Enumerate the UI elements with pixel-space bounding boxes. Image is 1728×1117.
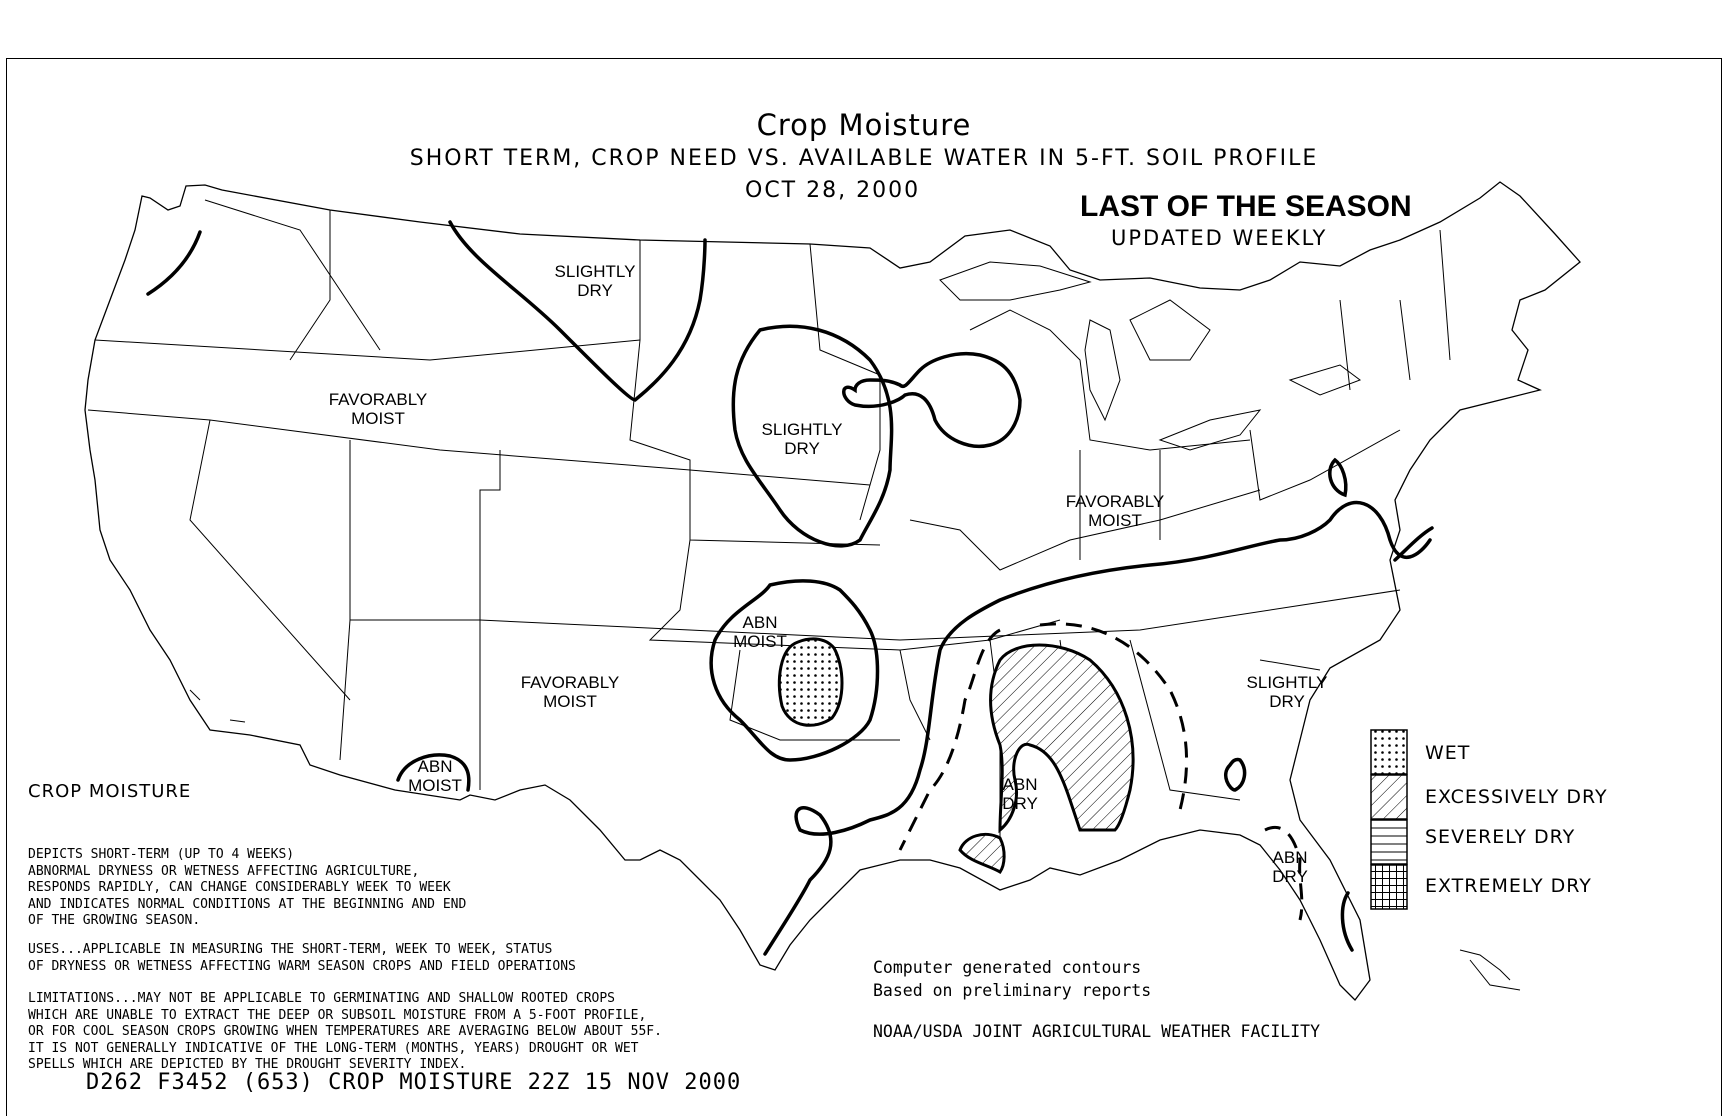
credits-reports: Based on preliminary reports [873,981,1152,1000]
map-title: Crop Moisture [756,108,972,142]
region-label-southwest: FAVORABLY MOIST [520,673,620,711]
update-note: UPDATED WEEKLY [1111,226,1328,250]
wet-area-oklahoma [779,639,842,725]
excessively-dry-area-louisiana [960,834,1004,872]
product-footer: D262 F3452 (653) CROP MOISTURE 22Z 15 NOV 2000 [86,1070,742,1095]
explanation-heading: CROP MOISTURE [28,781,192,802]
region-label-upper-midwest: SLIGHTLY DRY [761,420,843,458]
legend-label-wet: WET [1425,742,1471,764]
legend-label-excessively-dry: EXCESSIVELY DRY [1425,786,1608,808]
region-label-ohio-valley: FAVORABLY MOIST [1065,492,1165,530]
legend-swatch-wet [1371,730,1407,774]
legend [1371,730,1407,909]
region-label-northwest: FAVORABLY MOIST [328,390,428,428]
region-label-arizona: ABN MOIST [408,757,462,795]
explanation-limitations: LIMITATIONS...MAY NOT BE APPLICABLE TO GERMINATING AND SHALLOW ROOTED CROPS WHICH ARE UNABLE TO EXTRACT THE DEEP OR SUBSOIL MOISTURE FROM A 5-FOOT PROFILE, OR FOR COOL SEASON CROPS GROWING WHEN TEMPERATURES ARE AVERAGING BELOW ABOUT 55F. IT IS NOT GENERALLY INDICATIVE OF THE LONG-TERM (MONTHS, YEARS) DROUGHT OR WET SPELLS WHICH ARE DEPICTED BY THE DROUGHT SEVERITY INDEX. [28,991,662,1072]
region-label-florida: ABN DRY [1272,848,1308,886]
region-label-southern-plains: ABN MOIST [733,613,787,651]
map-date: OCT 28, 2000 [745,178,921,203]
great-lakes [940,262,1360,450]
legend-swatch-extremely-dry [1371,865,1407,909]
map-subtitle: SHORT TERM, CROP NEED VS. AVAILABLE WATER IN 5-FT. SOIL PROFILE [409,146,1319,171]
credits-agency: NOAA/USDA JOINT AGRICULTURAL WEATHER FACILITY [873,1022,1321,1041]
region-label-southeast: SLIGHTLY DRY [1246,673,1328,711]
legend-swatch-excessively-dry [1371,775,1407,819]
season-note: LAST OF THE SEASON [1080,190,1412,223]
region-label-north-central-plains: SLIGHTLY DRY [554,262,636,300]
explanation-uses: USES...APPLICABLE IN MEASURING THE SHORT-TERM, WEEK TO WEEK, STATUS OF DRYNESS OR WETNESS AFFECTING WARM SEASON CROPS AND FIELD OPERATIONS [28,942,576,974]
explanation-depicts: DEPICTS SHORT-TERM (UP TO 4 WEEKS) ABNORMAL DRYNESS OR WETNESS AFFECTING AGRICULTURE, RESPONDS RAPIDLY, CAN CHANGE CONSIDERABLY WEEK TO WEEK AND INDICATES NORMAL CONDITIONS AT THE BEGINNING AND END OF THE GROWING SEASON. [28,847,467,928]
legend-label-extremely-dry: EXTREMELY DRY [1425,875,1592,897]
region-label-lower-mississippi: ABN DRY [1002,775,1038,813]
legend-label-severely-dry: SEVERELY DRY [1425,826,1576,848]
credits-contours: Computer generated contours [873,958,1142,977]
legend-swatch-severely-dry [1371,820,1407,864]
